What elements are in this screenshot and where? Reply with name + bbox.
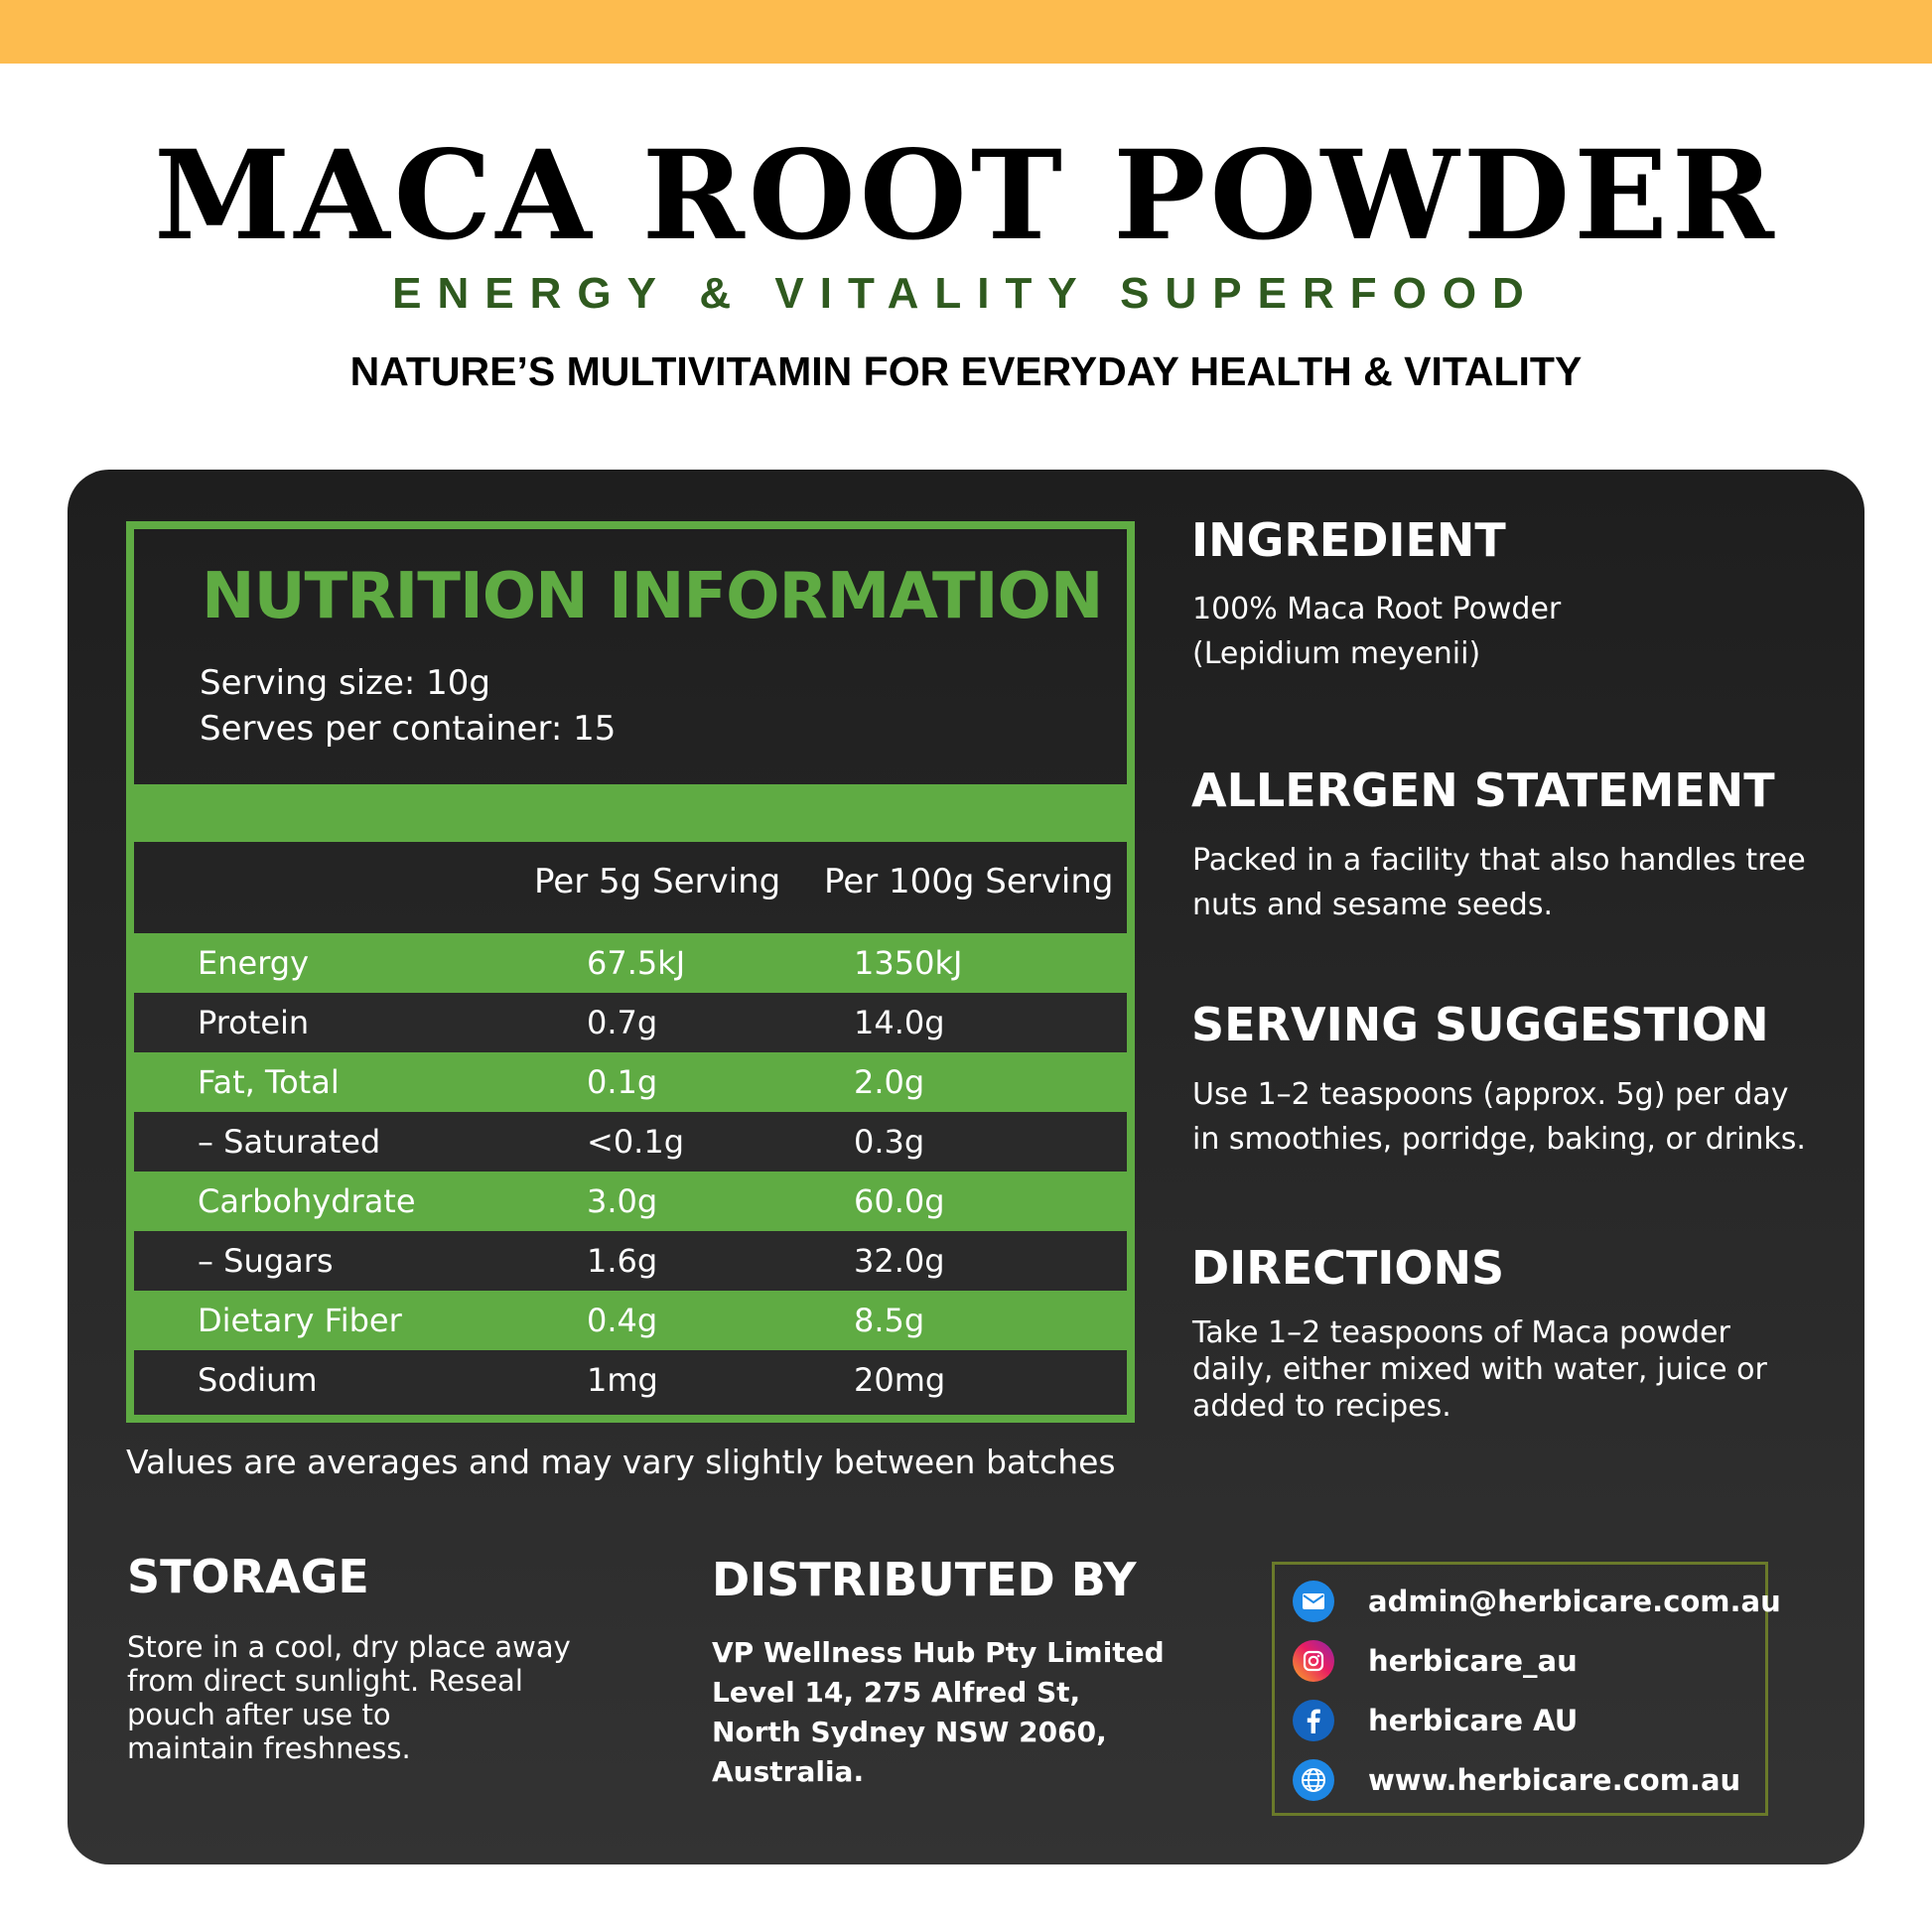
nutrition-row <box>134 1172 1127 1231</box>
nutrition-row <box>134 1231 1127 1291</box>
contact-instagram[interactable] <box>1293 1638 1759 1684</box>
storage-line: from direct sunlight. Reseal <box>127 1664 523 1698</box>
column-header-per-100g: Per 100g Serving <box>824 862 1114 901</box>
contact-facebook[interactable] <box>1293 1698 1759 1743</box>
nutrient-per-5g: 0.4g <box>587 1302 658 1339</box>
distributed-by-heading: DISTRIBUTED BY <box>712 1553 1137 1606</box>
nutrition-title: NUTRITION INFORMATION <box>202 560 1103 633</box>
storage-line: pouch after use to <box>127 1698 391 1731</box>
contact-website-text[interactable]: www.herbicare.com.au <box>1368 1763 1741 1797</box>
nutrient-per-100g: 32.0g <box>854 1242 945 1280</box>
nutrition-divider-band <box>134 784 1127 842</box>
nutrient-per-5g: 67.5kJ <box>587 944 686 982</box>
serves-per-container: Serves per container: 15 <box>200 709 617 749</box>
distributor-address <box>712 1633 1165 1792</box>
serving-suggestion-line: Use 1–2 teaspoons (approx. 5g) per day <box>1192 1077 1789 1112</box>
nutrient-per-5g: 0.1g <box>587 1063 658 1101</box>
contact-instagram-text[interactable]: herbicare_au <box>1368 1644 1578 1678</box>
storage-line: Store in a cool, dry place away <box>127 1630 571 1664</box>
nutrient-per-100g: 60.0g <box>854 1182 945 1220</box>
contact-email-text[interactable]: admin@herbicare.com.au <box>1368 1585 1781 1618</box>
nutrient-per-100g: 20mg <box>854 1361 946 1399</box>
serving-suggestion-heading: SERVING SUGGESTION <box>1191 998 1769 1051</box>
directions-line: daily, either mixed with water, juice or <box>1192 1352 1767 1387</box>
column-header-per-5g: Per 5g Serving <box>534 862 781 901</box>
storage-text <box>127 1630 571 1765</box>
nutrient-name: – Sugars <box>198 1242 334 1280</box>
nutrient-name: Energy <box>198 944 310 982</box>
directions-text <box>1192 1314 1767 1425</box>
globe-icon <box>1293 1759 1334 1801</box>
nutrient-name: Fat, Total <box>198 1063 340 1101</box>
serving-size: Serving size: 10g <box>200 663 491 703</box>
nutrient-name: Dietary Fiber <box>198 1302 402 1339</box>
serving-suggestion-text <box>1192 1072 1806 1162</box>
product-title: MACA ROOT POWDER <box>154 124 1778 268</box>
distributor-line: North Sydney NSW 2060, <box>712 1716 1107 1748</box>
nutrition-row <box>134 993 1127 1052</box>
nutrient-per-100g: 8.5g <box>854 1302 925 1339</box>
serving-suggestion-line: in smoothies, porridge, baking, or drinks. <box>1192 1122 1806 1157</box>
allergen-line: nuts and sesame seeds. <box>1192 888 1554 922</box>
allergen-line: Packed in a facility that also handles tree <box>1192 843 1806 878</box>
nutrient-name: Carbohydrate <box>198 1182 416 1220</box>
nutrient-per-5g: 1.6g <box>587 1242 658 1280</box>
nutrient-name: – Saturated <box>198 1123 381 1161</box>
nutrient-per-100g: 1350kJ <box>854 944 963 982</box>
allergen-text <box>1192 838 1806 927</box>
distributor-line: Australia. <box>712 1755 865 1788</box>
nutrient-per-100g: 0.3g <box>854 1123 925 1161</box>
nutrient-per-5g: <0.1g <box>587 1123 685 1161</box>
product-tagline: NATURE’S MULTIVITAMIN FOR EVERYDAY HEALTH & VITALITY <box>349 348 1583 394</box>
nutrition-row <box>134 933 1127 993</box>
nutrient-per-5g: 1mg <box>587 1361 658 1399</box>
distributor-line: VP Wellness Hub Pty Limited <box>712 1636 1165 1669</box>
contact-website[interactable] <box>1293 1757 1759 1803</box>
top-accent-band <box>0 0 1932 64</box>
directions-line: Take 1–2 teaspoons of Maca powder <box>1192 1315 1730 1350</box>
facebook-icon <box>1293 1700 1334 1741</box>
nutrient-per-5g: 0.7g <box>587 1004 658 1041</box>
distributor-line: Level 14, 275 Alfred St, <box>712 1676 1081 1709</box>
ingredient-heading: INGREDIENT <box>1191 513 1506 567</box>
directions-heading: DIRECTIONS <box>1191 1241 1505 1295</box>
nutrient-name: Sodium <box>198 1361 318 1399</box>
ingredient-line: 100% Maca Root Powder <box>1192 592 1562 626</box>
nutrient-per-5g: 3.0g <box>587 1182 658 1220</box>
contact-facebook-text[interactable]: herbicare AU <box>1368 1704 1579 1737</box>
directions-line: added to recipes. <box>1192 1389 1451 1424</box>
allergen-heading: ALLERGEN STATEMENT <box>1191 763 1775 817</box>
nutrition-row <box>134 1112 1127 1172</box>
instagram-icon <box>1293 1640 1334 1682</box>
nutrition-row <box>134 1291 1127 1350</box>
email-icon <box>1293 1581 1334 1622</box>
storage-line: maintain freshness. <box>127 1731 411 1765</box>
nutrient-per-100g: 2.0g <box>854 1063 925 1101</box>
nutrient-per-100g: 14.0g <box>854 1004 945 1041</box>
nutrition-row <box>134 1052 1127 1112</box>
ingredient-text <box>1192 587 1561 676</box>
product-subtitle: ENERGY & VITALITY SUPERFOOD <box>392 269 1540 318</box>
storage-heading: STORAGE <box>127 1550 369 1603</box>
contact-email[interactable] <box>1293 1579 1781 1624</box>
nutrient-name: Protein <box>198 1004 310 1041</box>
nutrition-footnote: Values are averages and may vary slightly between batches <box>126 1443 1116 1481</box>
nutrition-row <box>134 1350 1127 1410</box>
ingredient-line: (Lepidium meyenii) <box>1192 636 1481 671</box>
